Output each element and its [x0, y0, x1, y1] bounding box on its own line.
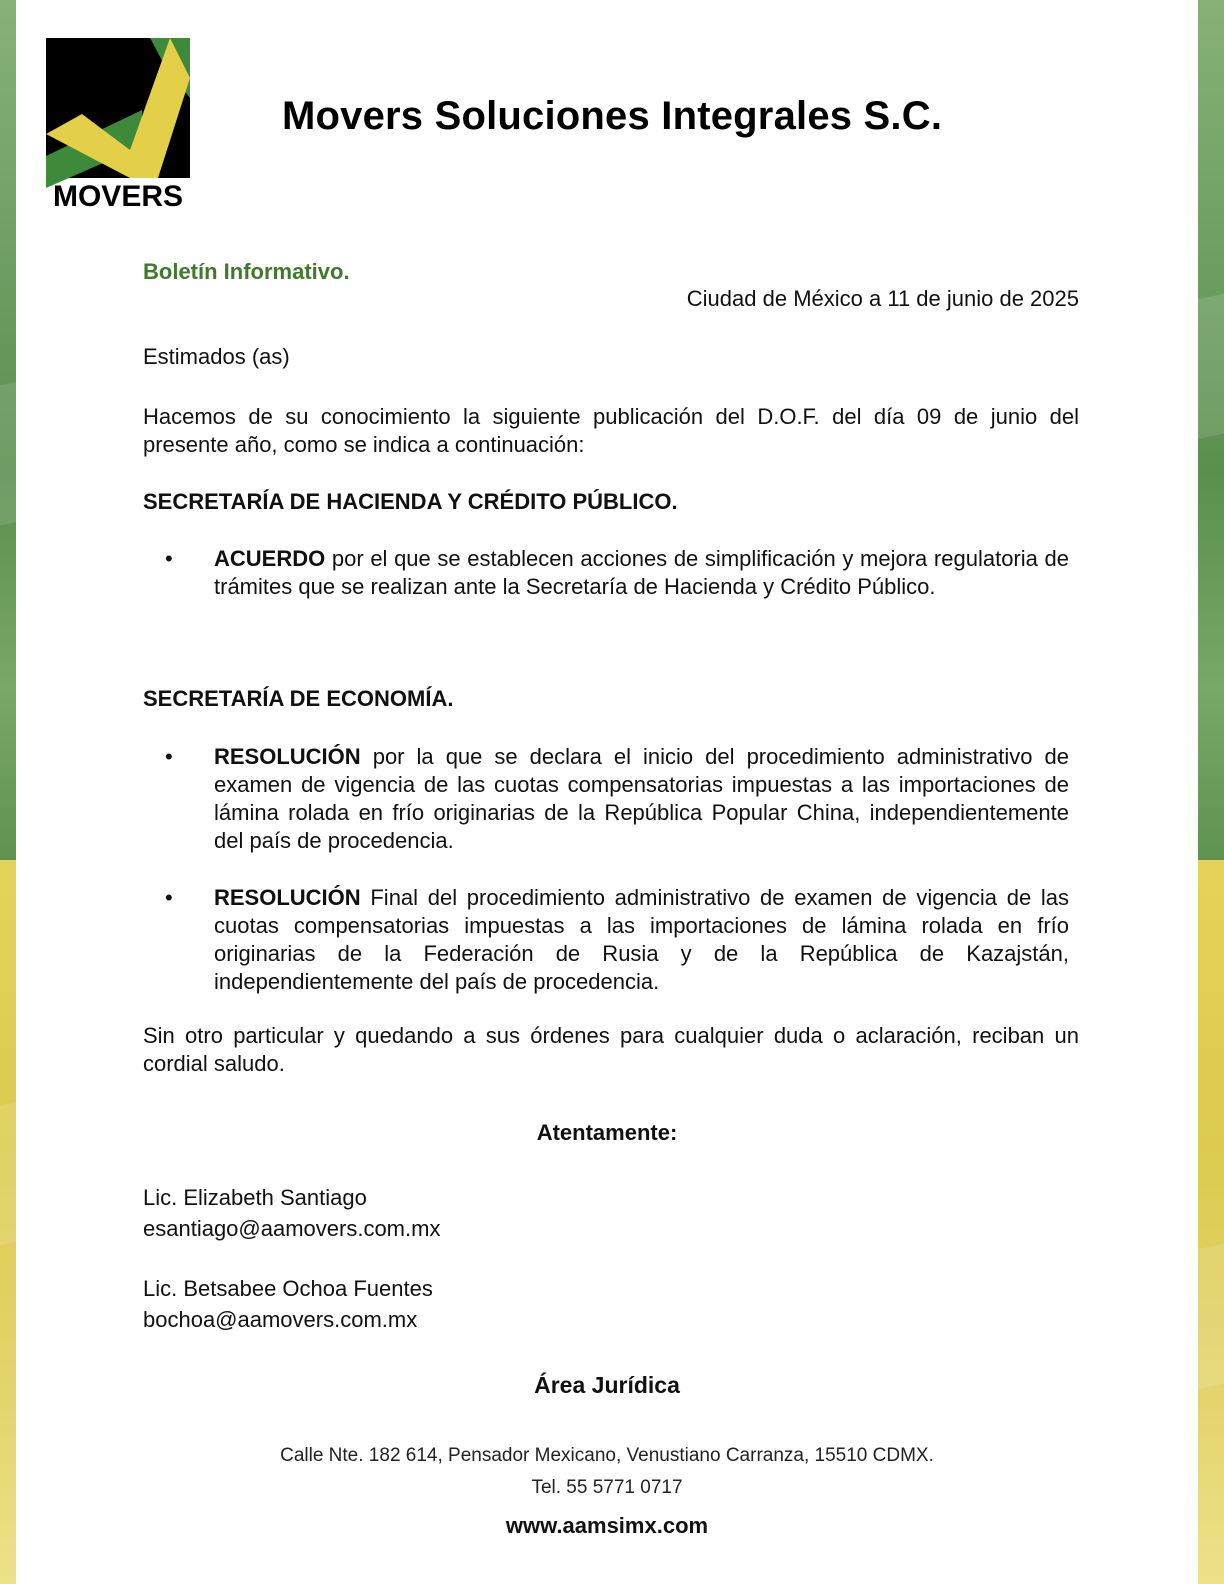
footer-website-link[interactable]: www.aamsimx.com: [505, 1513, 709, 1538]
contact-email-link[interactable]: esantiago@aamovers.com.mx: [143, 1216, 441, 1241]
item-text: por la que se declara el inicio del procedimiento administrativo de examen de vigencia de las cuotas compensatorias impuestas a las importaciones de lámina rolada en frío originarias de la República Popular China, independientemente del país de procedencia.: [214, 744, 1069, 853]
intro-paragraph: Hacemos de su conocimiento la siguiente publicación del D.O.F. del día 09 de junio del presente año, como se indica a continuación:: [143, 404, 1079, 457]
item-text: por el que se establecen acciones de simplificación y mejora regulatoria de trámites que se realizan ante la Secretaría de Hacienda y Crédito Público.: [214, 546, 1069, 599]
item-lead: ACUERDO: [214, 546, 326, 571]
item-lead: RESOLUCIÓN: [214, 885, 361, 910]
closing-paragraph: Sin otro particular y quedando a sus órdenes para cualquier duda o aclaración, reciban un cordial saludo.: [143, 1023, 1079, 1076]
contact-name: Lic. Betsabee Ochoa Fuentes: [143, 1276, 433, 1301]
date-line: Ciudad de México a 11 de junio de 2025: [686, 286, 1079, 311]
section-heading-shcp: SECRETARÍA DE HACIENDA Y CRÉDITO PÚBLICO.: [143, 489, 678, 514]
bulletin-title: Boletín Informativo.: [143, 259, 350, 284]
bullet-icon: •: [165, 744, 173, 769]
contact-email-link[interactable]: bochoa@aamovers.com.mx: [143, 1307, 418, 1332]
signoff: Atentamente:: [536, 1120, 678, 1145]
item-text: Final del procedimiento administrativo de examen de vigencia de las cuotas compensatorias impuestas a las importaciones de lámina rolada en frío originarias de la Federación de Rusia y de la República de Kazajstán, independientemente del país de procedencia.: [214, 885, 1069, 994]
contact-name: Lic. Elizabeth Santiago: [143, 1185, 367, 1210]
contact-1: [143, 1182, 1079, 1244]
item-lead: RESOLUCIÓN: [214, 744, 361, 769]
logo-wordmark: MOVERS: [52, 180, 184, 210]
footer-address: Calle Nte. 182 614, Pensador Mexicano, Venustiano Carranza, 15510 CDMX.: [280, 1445, 934, 1466]
bullet-icon: •: [165, 885, 173, 910]
contact-2: [143, 1273, 1079, 1335]
bullet-icon: •: [165, 546, 173, 571]
company-name: Movers Soluciones Integrales S.C.: [282, 94, 943, 138]
department-name: Área Jurídica: [534, 1372, 680, 1398]
letter-page: [16, 0, 1198, 1584]
movers-logo: [46, 38, 190, 210]
footer-phone: Tel. 55 5771 0717: [531, 1477, 683, 1498]
section-heading-economia: SECRETARÍA DE ECONOMÍA.: [143, 686, 454, 711]
greeting: Estimados (as): [143, 344, 290, 369]
